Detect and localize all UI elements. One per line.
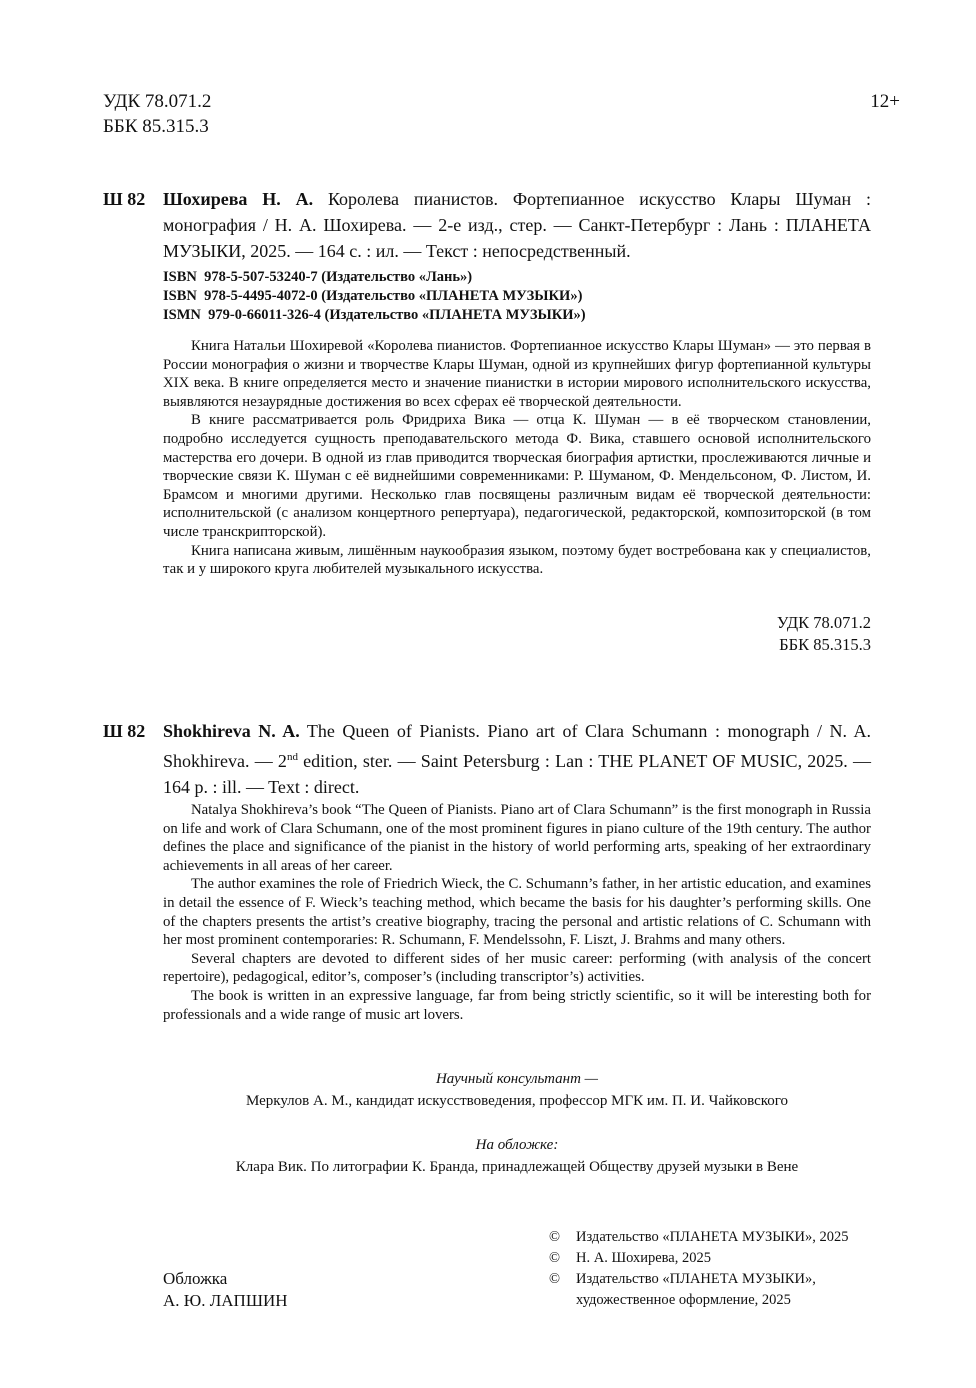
ru-entry-author: Шохирева Н. А. — [163, 189, 314, 209]
age-rating: 12+ — [870, 91, 900, 112]
header-bbk: ББК 85.315.3 — [103, 116, 209, 137]
copyright-item — [549, 1269, 879, 1311]
copyright-holder — [576, 1269, 816, 1311]
cover-note-label: На обложке: — [475, 1137, 559, 1153]
isbn-line: ISBN 978-5-4495-4072-0 (Издательство «ПЛАНЕТА МУЗЫКИ») — [163, 288, 583, 304]
cover-design-label: Обложка — [163, 1269, 228, 1288]
ru-bbk: ББК 85.315.3 — [779, 635, 871, 654]
cover-design-credit — [163, 1268, 288, 1312]
ru-abstract — [163, 337, 871, 579]
en-abstract-paragraph: Several chapters are devoted to different sides of her music career: performing (with analysis of the concert repertoire), pedagogical, editor’s, composer’s (including transcriptor’s) activities. — [163, 950, 871, 986]
en-abstract-paragraph: The book is written in an expressive language, far from being strictly scientific, so it will be interesting both for professionals and a wide range of music art lovers. — [163, 987, 871, 1023]
ru-udk: УДК 78.071.2 — [776, 613, 871, 632]
ru-entry-description: Королева пианистов. Фортепианное искусство Клары Шуман : монография / Н. А. Шохирева. — 2-е изд., стер. — Санкт-Петербург : Лань : ПЛАНЕТА МУЗЫКИ, 2025. — 164 с. : ил. — Текст : непосредственный. — [163, 189, 871, 261]
en-entry-description-cont: edition, ster. — Saint Petersburg : Lan : THE PLANET OF MUSIC, 2025. — 164 p. : ill. — Text : direct. — [163, 751, 872, 797]
ru-classification — [777, 612, 871, 656]
copyright-block — [549, 1227, 879, 1311]
copyright-holder: Издательство «ПЛАНЕТА МУЗЫКИ», 2025 — [576, 1229, 849, 1245]
copyright-holder-line: Издательство «ПЛАНЕТА МУЗЫКИ», — [576, 1271, 816, 1287]
header-udk: УДК 78.071.2 — [103, 91, 212, 112]
copyright-icon: © — [549, 1271, 561, 1287]
ru-isbn-block — [163, 268, 871, 325]
en-entry-author: Shokhireva N. A. — [163, 721, 300, 741]
en-entry-description: The Queen of Pianists. Piano art of Clara Schumann : monograph / N. A. Shokhireva. — 2 — [163, 721, 871, 771]
copyright-holder-line: художественное оформление, 2025 — [576, 1292, 791, 1308]
consultant-label: Научный консультант — — [435, 1071, 599, 1087]
ru-abstract-paragraph: Книга Натальи Шохиревой «Королева пианистов. Фортепианное искусство Клары Шуман» — это первая в России монография о жизни и творчестве Клары Шуман, одной из крупнейших фигур фортепианной культуры XIX века. В книге определяется место и значение пианистки в истории мирового исполнительского искусства, выявляются незаурядные достижения во всех сферах её творческой деятельности. — [163, 338, 871, 410]
ru-abstract-paragraph: В книге рассматривается роль Фридриха Вика — отца К. Шуман — в её творческом становлении, подробно исследуется сущность преподавательского метода Ф. Вика, ставшего основой исполнительского мастерства его дочери. В одной из глав приводится творческая биография артистки, прослеживаются личные и творческие связи К. Шуман с её виднейшими современниками: Р. Шуманом, Ф. Мендельсоном, Ф. Листом, И. Брамсом и многими другими. Несколько глав посвящены различным видам её творческой деятельности: исполнительской (с анализом концертного репертуара), педагогической, редакторской, композиторской (в том числе транскрипторской). — [163, 412, 871, 540]
cover-designer-name: А. Ю. ЛАПШИН — [163, 1291, 288, 1310]
cover-note-text: Клара Вик. По литографии К. Бранда, принадлежащей Обществу друзей музыки в Вене — [235, 1159, 799, 1175]
ordinal-suffix: nd — [286, 751, 298, 763]
header-classification — [103, 89, 211, 139]
ru-entry-code: Ш 82 — [103, 189, 146, 209]
copyright-icon: © — [549, 1229, 561, 1245]
copyright-holder: Н. А. Шохирева, 2025 — [576, 1250, 711, 1266]
copyright-icon: © — [549, 1250, 561, 1266]
isbn-line: ISBN 978-5-507-53240-7 (Издательство «Лань») — [163, 269, 473, 285]
en-abstract-paragraph: Natalya Shokhireva’s book “The Queen of Pianists. Piano art of Clara Schumann” is the first monograph in Russia on life and work of Clara Schumann, one of the most prominent figures in piano culture of the 19th century. The author defines the place and significance of the pianist in the history of world performing arts, speaking of her extraordinary achievements in all areas of her career. — [163, 802, 871, 874]
copyright-item — [549, 1248, 879, 1269]
consultant-block — [163, 1068, 871, 1112]
en-abstract — [163, 801, 871, 1024]
ismn-line: ISMN 979-0-66011-326-4 (Издательство «ПЛАНЕТА МУЗЫКИ») — [163, 307, 586, 323]
consultant-name: Меркулов А. М., кандидат искусствоведения, профессор МГК им. П. И. Чайковского — [245, 1093, 789, 1109]
ru-bibliographic-entry — [163, 186, 871, 264]
en-bibliographic-entry — [163, 718, 871, 800]
ru-abstract-paragraph: Книга написана живым, лишённым наукообразия языком, поэтому будет востребована как у специалистов, так и у широкого круга любителей музыкального искусства. — [163, 542, 871, 578]
cover-note-block — [163, 1134, 871, 1178]
en-entry-code: Ш 82 — [103, 721, 146, 741]
copyright-item — [549, 1227, 879, 1248]
en-abstract-paragraph: The author examines the role of Friedrich Wieck, the C. Schumann’s father, in her artistic education, and examines in detail the essence of F. Wieck’s teaching method, which became the basis for his daughter’s performing skills. One of the chapters presents the artist’s creative biography, tracing the personal and artistic relations of C. Schumann with her most prominent contemporaries: R. Schumann, F. Mendelssohn, F. Liszt, J. Brahms and many others. — [163, 876, 871, 949]
